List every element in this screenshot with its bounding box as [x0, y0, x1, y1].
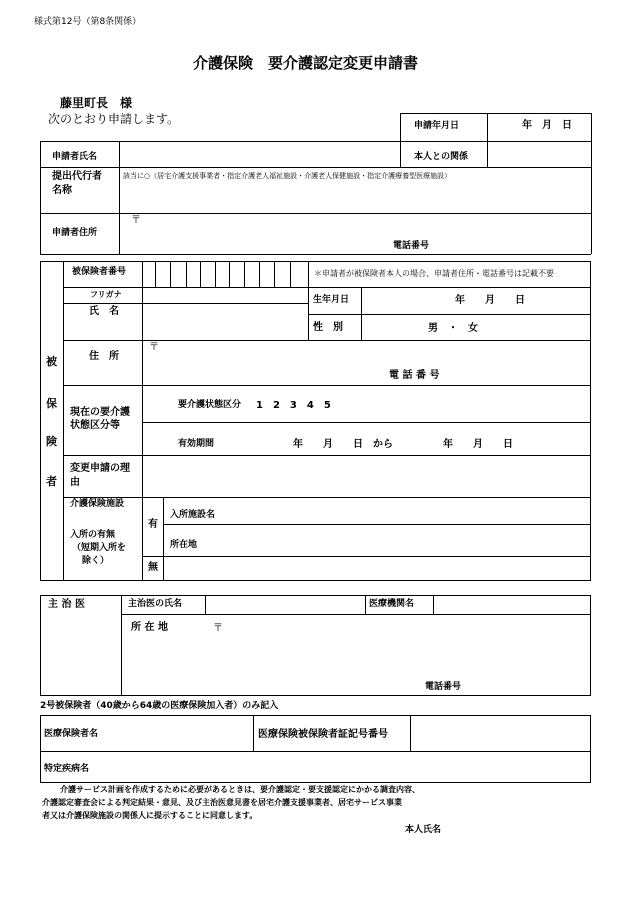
- applicant-name-label: 申請者氏名: [52, 152, 98, 162]
- doctor-phone-label: 電話番号: [425, 682, 462, 692]
- type2-heading: 2号被保険者（40歳から64歳の医療保険加入者）のみ記入: [40, 701, 279, 711]
- form-number: 様式第12号（第8条関係）: [34, 17, 142, 27]
- agent-label-2: 名称: [52, 185, 72, 196]
- insured-address-label: 住 所: [89, 351, 119, 362]
- valid-period-value[interactable]: 年 月 日 から 年 月 日: [293, 439, 513, 450]
- doctor-postal-mark: 〒: [213, 623, 223, 634]
- current-status-label-2: 状態区分等: [70, 420, 120, 431]
- consent-line-1: 介護サービス計画を作成するために必要があるときは、要介護認定・要支援認定にかかる調査内容、: [60, 785, 420, 794]
- consent-line-3: 者又は介護保険施設の関係人に提示することに同意します。: [42, 811, 258, 820]
- admission-yes[interactable]: 有: [148, 519, 158, 530]
- consent-line-2: 介護認定審査会による判定結果・意見、及び主治医意見書を居宅介護支援事業者、居宅サービス事業: [42, 798, 402, 807]
- insured-phone-label: 電 話 番 号: [389, 370, 440, 381]
- furigana-label: フリガナ: [90, 290, 122, 299]
- application-date-value[interactable]: 年 月 日: [522, 120, 572, 131]
- insured-postal-mark: 〒: [149, 342, 159, 353]
- postal-mark: 〒: [131, 215, 141, 226]
- facility-location-label: 所在地: [170, 540, 198, 550]
- admission-label-3: 除く）: [82, 556, 110, 566]
- intro-text: 次のとおり申請します。: [48, 112, 180, 126]
- sex-options[interactable]: 男 ・ 女: [428, 323, 478, 334]
- insured-number-note: ＊申請者が被保険者本人の場合、申請者住所・電話番号は記載不要: [314, 269, 554, 278]
- current-status-label-1: 現在の要介護: [70, 407, 130, 418]
- medical-institution-label: 医療機関名: [369, 599, 415, 609]
- admission-no[interactable]: 無: [148, 562, 158, 573]
- change-reason-label-1: 変更申請の理: [70, 463, 130, 474]
- signature-label[interactable]: 本人氏名: [405, 825, 442, 835]
- admission-label-2: （短期入所を: [72, 543, 127, 553]
- form-title: 介護保険 要介護認定変更申請書: [193, 54, 419, 72]
- valid-period-label: 有効期間: [178, 439, 215, 449]
- insured-side-label-4: 者: [46, 475, 57, 488]
- insured-side-label-1: 被: [46, 355, 57, 368]
- application-date-label: 申請年月日: [414, 121, 460, 131]
- doctor-name-label: 主治医の氏名: [128, 599, 183, 609]
- birth-date-value[interactable]: 年 月 日: [455, 295, 525, 306]
- insured-side-label-2: 保: [46, 397, 57, 410]
- insurance-cert-label: 医療保険被保険者証記号番号: [258, 729, 388, 740]
- insured-name-label: 氏 名: [89, 306, 119, 317]
- addressee: 藤里町長 様: [60, 96, 133, 110]
- agent-type-note: 該当に○（居宅介護支援事業者・指定介護老人福祉施設・介護老人保健施設・指定介護療養型医療施設）: [123, 172, 452, 180]
- insured-number-label: 被保険者番号: [72, 267, 127, 277]
- relation-label: 本人との関係: [414, 152, 469, 162]
- doctor-label: 主 治 医: [48, 599, 85, 610]
- applicant-address-label: 申請者住所: [52, 228, 98, 238]
- admission-label-1: 入所の有無: [70, 530, 116, 540]
- care-level-options[interactable]: 1 2 3 4 5: [256, 400, 331, 411]
- insured-side-label-3: 険: [46, 435, 57, 448]
- facility-label: 介護保険施設: [70, 499, 125, 509]
- change-reason-label-2: 由: [70, 477, 80, 488]
- sex-label: 性 別: [313, 322, 343, 333]
- agent-label-1: 提出代行者: [52, 171, 102, 182]
- medical-insurer-label: 医療保険者名: [44, 729, 99, 739]
- doctor-location-label: 所 在 地: [131, 622, 168, 633]
- specific-disease-label: 特定疾病名: [44, 764, 90, 774]
- facility-name-label: 入所施設名: [170, 510, 216, 520]
- birth-date-label: 生年月日: [313, 295, 350, 305]
- applicant-phone-label: 電話番号: [393, 241, 430, 251]
- care-level-label: 要介護状態区分: [178, 400, 242, 410]
